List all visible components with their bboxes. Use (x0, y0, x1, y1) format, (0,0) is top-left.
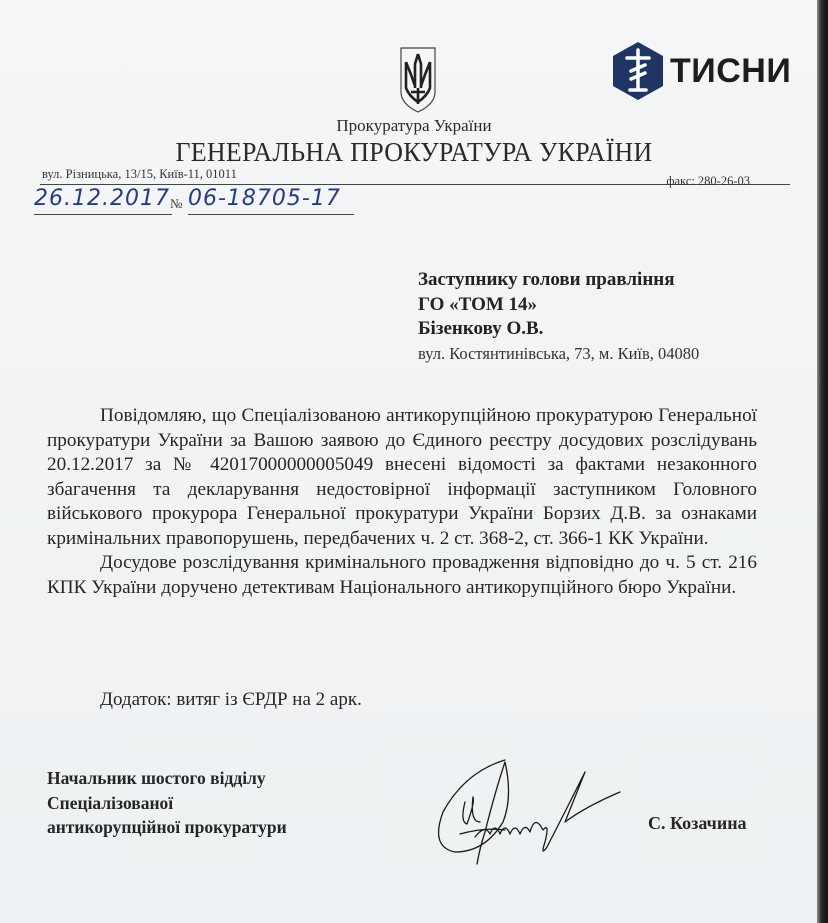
number-sign: № (170, 196, 183, 211)
attachment-note: Додаток: витяг із ЄРДР на 2 арк. (100, 689, 362, 710)
signer-title-line-3: антикорупційної прокуратури (47, 817, 287, 837)
signer-title-line-2: Спеціалізованої (47, 792, 174, 813)
registration-number: 06-18705-17 (188, 186, 354, 215)
letterhead-address-line (40, 166, 790, 188)
organization-title: ГЕНЕРАЛЬНА ПРОКУРАТУРА УКРАЇНИ (175, 137, 653, 167)
letter-body (47, 404, 757, 600)
handwritten-signature (425, 752, 625, 882)
registration-date: 26.12.2017 (34, 186, 172, 215)
body-paragraph-1: Повідомляю, що Спеціалізованою антикорупційною прокуратурою Генеральної прокуратури України за Вашою заявою до Єдиного реєстру досудових розслідувань 20.12.2017 за № 42017000000005049 внесені відомості за фактами незаконного збагачення та декларування недостовірної інформації заступником Головного військового прокурора Генеральної прокуратури України Борзих Д.В. за ознаками кримінальних правопорушень, передбачених ч. 2 ст. 368-2, ст. 366-1 КК України. (47, 405, 757, 549)
signer-name: С. Козачина (648, 813, 747, 833)
signer-title (47, 766, 287, 840)
recipient-block (418, 268, 699, 366)
tysny-logo (612, 41, 791, 101)
organization-address: вул. Різницька, 13/15, Київ-11, 01011 (42, 167, 237, 181)
recipient-position: Заступнику голови правління (418, 269, 675, 290)
photo-edge-shadow (817, 0, 828, 923)
recipient-name: Бізенкову О.В. (418, 318, 544, 339)
organization-fax: факс: 280-26-03 (666, 174, 750, 188)
organization-subtitle: Прокуратура України (336, 116, 492, 135)
tysny-logo-text: ТИСНИ (670, 51, 792, 90)
tysny-hexagon-icon (612, 41, 664, 101)
signer-title-line-1: Начальник шостого відділу (47, 768, 266, 788)
ukraine-trident-emblem-icon (395, 44, 441, 114)
recipient-address: вул. Костянтинівська, 73, м. Київ, 04080 (418, 343, 700, 363)
body-paragraph-2: Досудове розслідування кримінального провадження відповідно до ч. 5 ст. 216 КПК України доручено детективам Національного антикорупційного бюро України. (47, 552, 757, 598)
recipient-organization: ГО «ТОМ 14» (418, 293, 538, 315)
